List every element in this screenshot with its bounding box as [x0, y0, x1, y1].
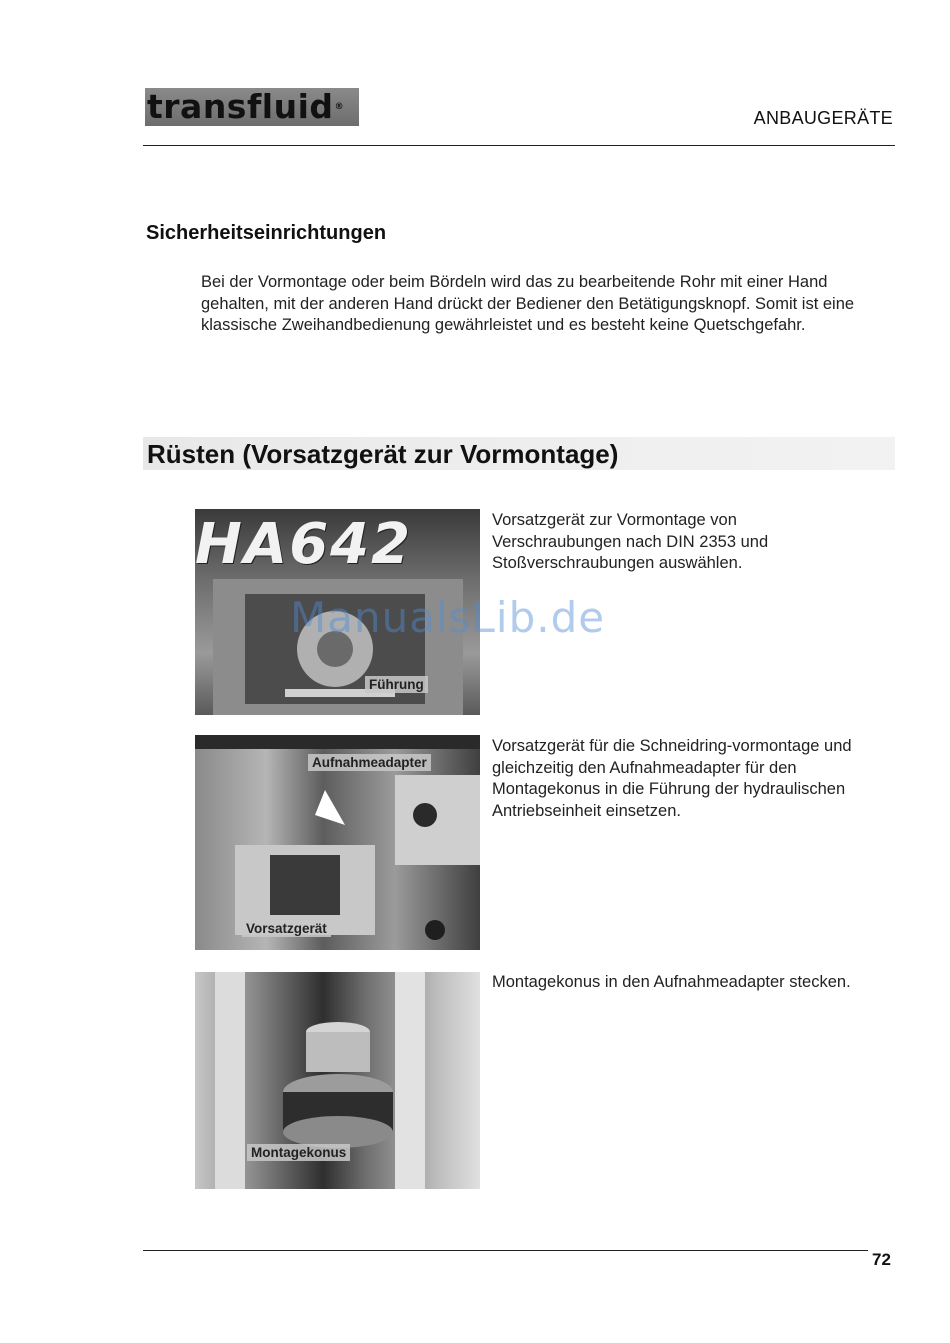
manualslib-watermark: ManualsLib.de	[290, 593, 606, 642]
photo-label-vorsatzgeraet: Vorsatzgerät	[242, 920, 331, 937]
photo-adapter-attachment	[195, 735, 480, 950]
photo-mounting-cone	[195, 972, 480, 1189]
step2-description: Vorsatzgerät für die Schneidring-vormontage und gleichzeitig den Aufnahmeadapter für den Montagekonus in die Führung der hydraulischen Antriebseinheit einsetzen.	[492, 737, 852, 820]
safety-heading: Sicherheitseinrichtungen	[146, 222, 387, 244]
step3-description: Montagekonus in den Aufnahmeadapter stecken.	[492, 973, 851, 991]
logo-registered-mark: ®	[334, 102, 345, 112]
photo-label-montagekonus: Montagekonus	[247, 1144, 350, 1161]
photo-label-aufnahmeadapter: Aufnahmeadapter	[308, 754, 431, 771]
footer-divider	[143, 1250, 868, 1251]
page-number: 72	[872, 1250, 891, 1269]
transfluid-logo	[145, 88, 359, 126]
safety-paragraph: Bei der Vormontage oder beim Bördeln wird das zu bearbeitende Rohr mit einer Hand gehalten, mit der anderen Hand drückt der Bediener den Betätigungsknopf. Somit ist eine klassische Zweihandbedienung gewährleistet und es besteht keine Quetschgefahr.	[201, 273, 855, 334]
photo-label-fuehrung: Führung	[365, 676, 428, 693]
photo-model-mark: HA642	[195, 512, 413, 577]
header-divider	[143, 145, 895, 146]
logo-text: transfluid	[147, 87, 334, 126]
step1-description: Vorsatzgerät zur Vormontage von Verschraubungen nach DIN 2353 und Stoßverschraubungen auswählen.	[492, 511, 769, 572]
setup-heading: Rüsten (Vorsatzgerät zur Vormontage)	[147, 439, 619, 469]
section-title: ANBAUGERÄTE	[753, 108, 893, 128]
